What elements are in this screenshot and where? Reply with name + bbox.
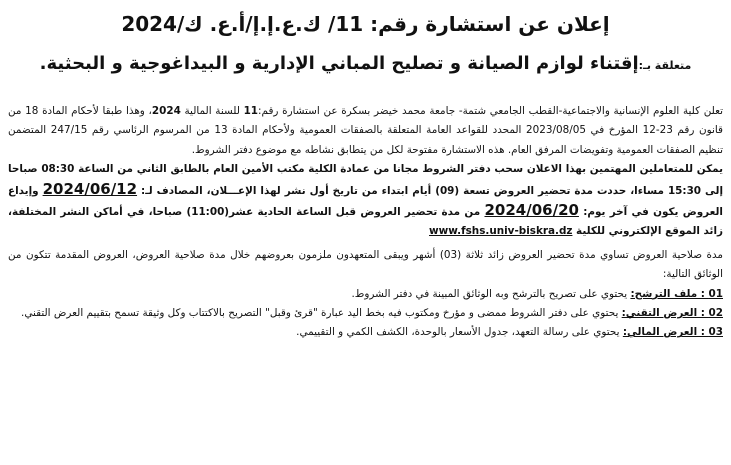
validity-paragraph: مدة صلاحية العروض تساوي مدة تحضير العروض زائد ثلاثة (03) أشهر ويبقى المتعهدون ملزمون بعروضهم خلال مدة صلاحية العروض، العروض المقدمة تتكون من الوثائق التالية: bbox=[8, 248, 723, 281]
withdrawal-text-2: وإيداع العروض يكون في آخر يوم: bbox=[8, 184, 723, 219]
intro-text-1: تعلن كلية العلوم الإنسانية والاجتماعية-القطب الجامعي شتمة- جامعة محمد خيضر بسكرة عن استشارة رقم: bbox=[258, 105, 723, 117]
submission-deadline: 2024/06/20 bbox=[484, 201, 579, 220]
announcement-title: إعلان عن استشارة رقم: 11/ ك.ع.إ.إ/أ.ع. ك/2024 bbox=[121, 12, 610, 36]
document-item-technical bbox=[8, 304, 723, 323]
subject-label: متعلقة بـ: bbox=[638, 59, 692, 72]
subject-line bbox=[8, 50, 723, 80]
withdrawal-text-3: من مدة تحضير العروض قبل الساعة الحادية عشر(11:00) صباحا، في أماكن النشر المختلفة، زائد الموقع الإلكتروني للكلية bbox=[8, 206, 723, 238]
fiscal-year: 2024 bbox=[151, 105, 181, 117]
document-label: 03 : العرض المالي: bbox=[622, 326, 723, 339]
document-item-candidacy bbox=[8, 285, 723, 304]
document-text: يحتوي على تصريح بالترشح وبه الوثائق المبينة في دفتر الشروط. bbox=[351, 287, 631, 300]
document-text: يحتوي على دفتر الشروط ممضى و مؤرخ ومكتوب فيه بخط اليد عبارة "قرئ وقبل" التصريح بالاكتتاب وكل وثيقة تسمح بتقييم العرض التقني. bbox=[21, 307, 622, 320]
announcement-body bbox=[8, 102, 723, 343]
subject-text: إقتناء لوازم الصيانة و تصليح المباني الإدارية و البيداغوجية و البحثية. bbox=[39, 53, 639, 74]
withdrawal-text-1: يمكن للمتعاملين المهتمين بهذا الاعلان سحب دفتر الشروط مجانا من عمادة الكلية مكتب الأمين العام بالطابق الثاني من الساعة 08:30 صباحا إلى 15:30 مساءا، حددت مدة تحضير العروض تسعة (09) أيام ابتداء من تاريخ أول نشر لهذا الإعـــلان، المصادف لـ: bbox=[8, 163, 724, 197]
faculty-website-link[interactable]: www.fshs.univ-biskra.dz bbox=[429, 225, 573, 238]
document-text: يحتوي على رسالة التعهد، جدول الأسعار بالوحدة، الكشف الكمي و التقييمي. bbox=[296, 326, 623, 339]
consultation-number: 11 bbox=[243, 105, 259, 117]
document-item-financial bbox=[8, 323, 723, 342]
publication-date: 2024/06/12 bbox=[42, 179, 138, 198]
document-label: 01 : ملف الترشح: bbox=[630, 287, 723, 300]
document-label: 02 : العرض التقني: bbox=[621, 307, 723, 320]
intro-text-3: ، وهذا طبقا لأحكام المادة 18 من قانون رقم 23-12 المؤرخ في 2023/08/05 المحدد للقواعد العامة المتعلقة بالصفقات العمومية ولأحكام المادة 13 من المرسوم الرئاسي رقم 247/15 المتضمن تنظيم الصفقات العمومية وتفويضات المرفق العام. هذه الاستشارة مفتوحة لكل من يتطابق نشاطه مع موضوع دفتر الشروط. bbox=[8, 105, 723, 156]
intro-paragraph bbox=[8, 102, 723, 160]
intro-text-2: للسنة المالية bbox=[180, 105, 244, 117]
withdrawal-paragraph bbox=[8, 160, 723, 242]
